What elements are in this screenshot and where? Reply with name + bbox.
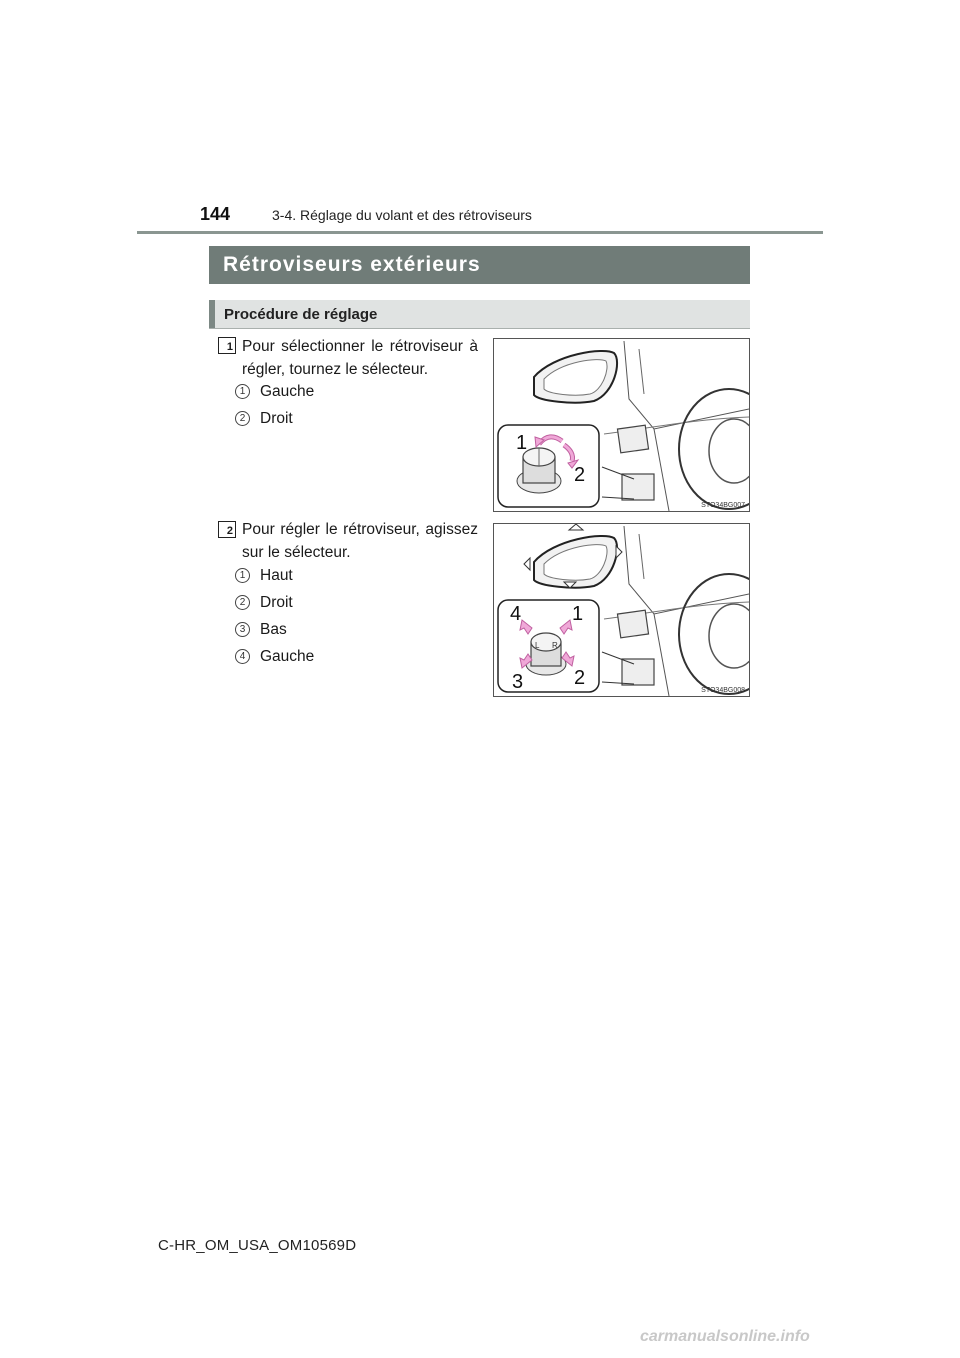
callout-3: 3 <box>512 671 524 693</box>
figure-mirror-adjust <box>493 523 750 697</box>
subsection-title: Procédure de réglage <box>224 305 378 323</box>
item-number: 1 <box>235 384 250 399</box>
section-heading <box>209 246 750 284</box>
item-number: 2 <box>235 595 250 610</box>
section-title: Rétroviseurs extérieurs <box>223 253 481 276</box>
item-number: 3 <box>235 622 250 637</box>
item-label: Bas <box>260 621 287 638</box>
mirror-adjust-illustration <box>494 524 749 696</box>
callout-1: 1 <box>516 432 528 454</box>
step-number-1: 1 <box>218 337 236 354</box>
callout-2: 2 <box>574 464 586 486</box>
knob-right-mark: R <box>552 641 558 650</box>
step-number-2: 2 <box>218 521 236 538</box>
figure-code: STO34BG008 <box>701 687 745 694</box>
subsection-divider <box>209 328 750 329</box>
figure-code: STO34BG007 <box>701 502 745 509</box>
callout-2: 2 <box>574 667 586 689</box>
step-1-text: Pour sélectionner le rétroviseur à régler, tournez le sélecteur. <box>242 338 478 378</box>
chapter-title: 3-4. Réglage du volant et des rétroviseurs <box>272 207 532 223</box>
item-label: Droit <box>260 410 293 427</box>
page-number: 144 <box>200 204 231 224</box>
mirror-select-illustration <box>494 339 749 511</box>
knob-left-mark: L <box>535 641 540 650</box>
item-label: Droit <box>260 594 293 611</box>
item-number: 2 <box>235 411 250 426</box>
item-label: Gauche <box>260 648 315 665</box>
document-code: C-HR_OM_USA_OM10569D <box>158 1237 357 1254</box>
header-divider <box>137 231 823 234</box>
item-label: Haut <box>260 567 293 584</box>
item-number: 1 <box>235 568 250 583</box>
step-2-text: Pour régler le rétroviseur, agissez sur le sélecteur. <box>242 521 478 561</box>
watermark: carmanualsonline.info <box>640 1328 810 1345</box>
item-label: Gauche <box>260 383 315 400</box>
callout-1: 1 <box>572 603 584 625</box>
figure-mirror-select <box>493 338 750 512</box>
item-number: 4 <box>235 649 250 664</box>
subsection-heading <box>209 300 750 328</box>
callout-4: 4 <box>510 603 522 625</box>
